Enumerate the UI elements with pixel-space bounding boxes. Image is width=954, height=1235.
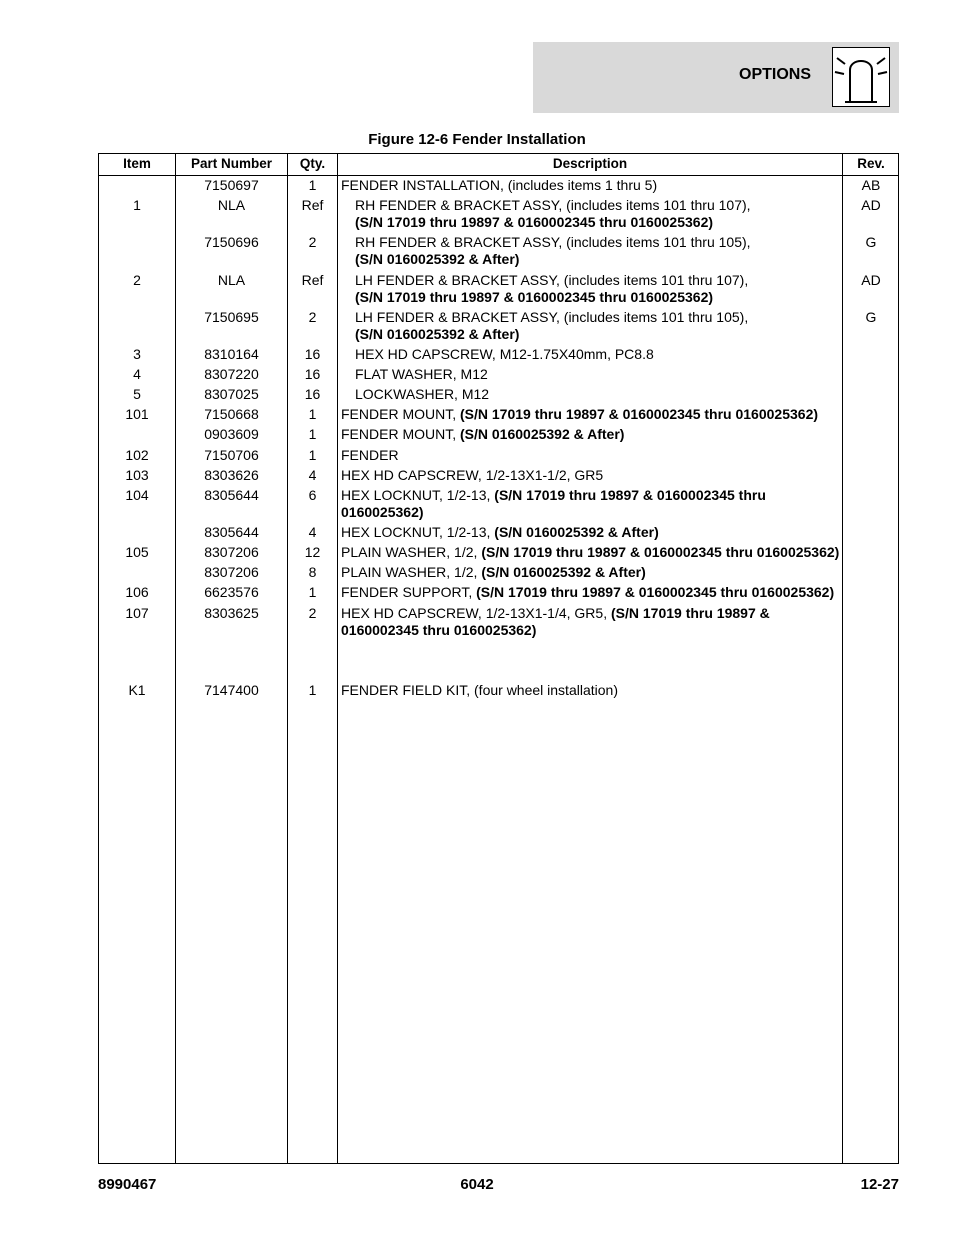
part-number-cell: 7150697 — [204, 177, 259, 193]
item-cell: K1 — [128, 682, 146, 698]
description-text: RH FENDER & BRACKET ASSY, (includes items 101 thru 105), — [355, 234, 751, 250]
part-number-cell: 8310164 — [204, 346, 259, 362]
item-cell: 103 — [125, 467, 149, 483]
column-divider — [175, 154, 176, 1163]
header-description: Description — [552, 156, 628, 171]
description-cell — [355, 234, 855, 267]
description-cell — [341, 544, 841, 561]
qty-cell: 1 — [308, 177, 317, 193]
qty-cell: 2 — [308, 309, 317, 325]
description-serial-range: (S/N 17019 thru 19897 & 0160002345 thru — [494, 487, 766, 503]
description-text: PLAIN WASHER, 1/2, — [341, 544, 482, 560]
item-cell: 4 — [133, 366, 141, 382]
description-text: HEX HD CAPSCREW, 1/2-13X1-1/4, GR5, — [341, 605, 611, 621]
description-cell — [355, 346, 855, 363]
description-second-line: (S/N 17019 thru 19897 & 0160002345 thru 0160025362) — [355, 214, 714, 230]
description-serial-range: (S/N 17019 thru 19897 & 0160002345 thru 0160025362) — [460, 406, 819, 422]
description-text: FENDER INSTALLATION, (includes items 1 thru 5) — [341, 177, 658, 193]
item-cell: 3 — [133, 346, 141, 362]
description-cell — [341, 487, 841, 520]
description-second-line: (S/N 0160025392 & After) — [355, 251, 520, 267]
qty-cell: 6 — [308, 487, 317, 503]
description-text: FLAT WASHER, M12 — [355, 366, 488, 382]
qty-cell: 4 — [308, 524, 317, 540]
header-rev: Rev. — [857, 156, 885, 171]
description-cell — [341, 467, 841, 484]
part-number-cell: 8307025 — [204, 386, 259, 402]
part-number-cell: 8303626 — [204, 467, 259, 483]
qty-cell: 1 — [308, 426, 317, 442]
rev-cell: AD — [861, 272, 881, 288]
column-divider — [287, 154, 288, 1163]
description-text: LOCKWASHER, M12 — [355, 386, 490, 402]
description-serial-range: (S/N 17019 thru 19897 & — [610, 605, 770, 621]
part-number-cell: 7150695 — [204, 309, 259, 325]
qty-cell: 16 — [304, 386, 321, 402]
rev-cell: AB — [861, 177, 881, 193]
parts-table — [98, 153, 899, 1164]
qty-cell: 8 — [308, 564, 317, 580]
description-cell — [341, 605, 841, 638]
description-serial-range: (S/N 17019 thru 19897 & 0160002345 thru 0160025362) — [481, 544, 840, 560]
description-text: HEX LOCKNUT, 1/2-13, — [341, 487, 495, 503]
item-cell: 5 — [133, 386, 141, 402]
description-cell — [355, 309, 855, 342]
item-cell: 2 — [133, 272, 141, 288]
header-item: Item — [123, 156, 151, 171]
column-divider — [842, 154, 843, 1163]
description-serial-range: (S/N 0160025392 & After) — [481, 564, 646, 580]
description-serial-range: (S/N 17019 thru 19897 & 0160002345 thru 0160025362) — [476, 584, 835, 600]
qty-cell: 1 — [308, 447, 317, 463]
part-number-cell: 7150696 — [204, 234, 259, 250]
description-text: RH FENDER & BRACKET ASSY, (includes items 101 thru 107), — [355, 197, 751, 213]
part-number-cell: 8307206 — [204, 544, 259, 560]
qty-cell: 16 — [304, 346, 321, 362]
qty-cell: 1 — [308, 584, 317, 600]
description-text: LH FENDER & BRACKET ASSY, (includes items 101 thru 107), — [355, 272, 749, 288]
part-number-cell: 7147400 — [204, 682, 259, 698]
description-text: FENDER SUPPORT, — [341, 584, 477, 600]
description-text: HEX HD CAPSCREW, M12-1.75X40mm, PC8.8 — [355, 346, 654, 362]
description-cell — [355, 386, 855, 403]
description-second-line: (S/N 17019 thru 19897 & 0160002345 thru 0160025362) — [355, 289, 714, 305]
figure-title: Figure 12-6 Fender Installation — [368, 131, 586, 148]
column-divider — [337, 154, 338, 1163]
description-text: LH FENDER & BRACKET ASSY, (includes items 101 thru 105), — [355, 309, 749, 325]
qty-cell: 1 — [308, 682, 317, 698]
item-cell: 102 — [125, 447, 149, 463]
part-number-cell: 6623576 — [204, 584, 259, 600]
description-cell — [355, 197, 855, 230]
description-cell — [341, 447, 841, 464]
qty-cell: 12 — [304, 544, 321, 560]
item-cell: 105 — [125, 544, 149, 560]
description-serial-range: (S/N 0160025392 & After) — [460, 426, 625, 442]
qty-cell: 4 — [308, 467, 317, 483]
qty-cell: 1 — [308, 406, 317, 422]
part-number-cell: 8303625 — [204, 605, 259, 621]
description-text: FENDER MOUNT, — [341, 426, 460, 442]
qty-cell: 2 — [308, 234, 317, 250]
rev-cell: G — [865, 309, 877, 325]
description-cell — [341, 564, 841, 581]
footer-model: 6042 — [460, 1176, 494, 1193]
rev-cell: AD — [861, 197, 881, 213]
section-title: OPTIONS — [739, 66, 812, 83]
item-cell: 104 — [125, 487, 149, 503]
description-text: FENDER — [341, 447, 399, 463]
description-text: FENDER MOUNT, — [341, 406, 460, 422]
description-cell — [341, 682, 841, 699]
description-cell — [355, 272, 855, 305]
description-text: HEX LOCKNUT, 1/2-13, — [341, 524, 495, 540]
item-cell: 1 — [133, 197, 141, 213]
footer-page-number: 12-27 — [860, 1176, 899, 1193]
rev-cell: G — [865, 234, 877, 250]
description-text: PLAIN WASHER, 1/2, — [341, 564, 482, 580]
warning-beacon-icon — [832, 47, 890, 107]
part-number-cell: 7150668 — [204, 406, 259, 422]
header-divider — [99, 175, 898, 176]
description-cell — [355, 366, 855, 383]
qty-cell: 2 — [308, 605, 317, 621]
part-number-cell: 8305644 — [204, 487, 259, 503]
footer-doc-number: 8990467 — [98, 1176, 157, 1193]
qty-cell: 16 — [304, 366, 321, 382]
part-number-cell: 8307220 — [204, 366, 259, 382]
part-number-cell: 8307206 — [204, 564, 259, 580]
description-second-line: 0160002345 thru 0160025362) — [341, 622, 537, 638]
part-number-cell: 7150706 — [204, 447, 259, 463]
item-cell: 101 — [125, 406, 149, 422]
description-second-line: 0160025362) — [341, 504, 424, 520]
header-part-number: Part Number — [190, 156, 273, 171]
description-cell — [341, 406, 841, 423]
description-text: HEX HD CAPSCREW, 1/2-13X1-1/2, GR5 — [341, 467, 604, 483]
description-text: FENDER FIELD KIT, (four wheel installation) — [341, 682, 618, 698]
part-number-cell: NLA — [217, 272, 246, 288]
qty-cell: Ref — [301, 197, 324, 213]
description-cell — [341, 426, 841, 443]
description-second-line: (S/N 0160025392 & After) — [355, 326, 520, 342]
item-cell: 107 — [125, 605, 149, 621]
part-number-cell: 8305644 — [204, 524, 259, 540]
header-qty: Qty. — [299, 156, 326, 171]
qty-cell: Ref — [301, 272, 324, 288]
part-number-cell: 0903609 — [204, 426, 259, 442]
description-serial-range: (S/N 0160025392 & After) — [494, 524, 659, 540]
item-cell: 106 — [125, 584, 149, 600]
description-cell — [341, 524, 841, 541]
description-cell — [341, 584, 841, 601]
description-cell — [341, 177, 841, 194]
part-number-cell: NLA — [217, 197, 246, 213]
